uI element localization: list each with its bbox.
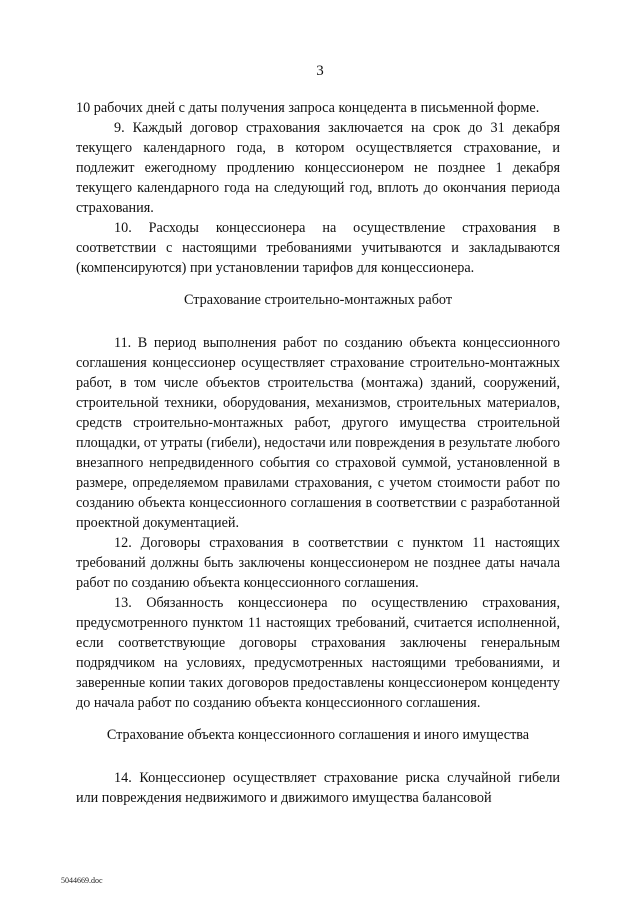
paragraph-13: 13. Обязанность концессионера по осуществлению страхования, предусмотренного пунктом 11 настоящих требований, считается исполненной, если соответствующие договоры страхования заключены генеральным подрядчиком на условиях, предусмотренных настоящими требованиями, и заверенные копии таких договоров предоставлены концессионером концеденту до начала работ по созданию объекта концессионного соглашения.: [76, 595, 560, 711]
document-body: [76, 98, 560, 808]
paragraph-12: 12. Договоры страхования в соответствии с пунктом 11 настоящих требований должны быть заключены концессионером не позднее даты начала работ по созданию объекта концессионного соглашения.: [76, 535, 560, 591]
paragraph-14: 14. Концессионер осуществляет страхование риска случайной гибели или повреждения недвижимого и движимого имущества балансовой: [76, 770, 560, 806]
paragraph-11: 11. В период выполнения работ по созданию объекта концессионного соглашения концессионер осуществляет страхование строительно-монтажных работ, в том числе объектов строительства (монтажа) зданий, сооружений, строительной техники, оборудования, механизмов, строительных материалов, средств строительно-монтажных работ, другого имущества строительной площадки, от утраты (гибели), недостачи или повреждения в результате любого внезапного непредвиденного события со страховой суммой, установленной в размере, определяемом правилами страхования, с учетом стоимости работ по созданию объекта концессионного соглашения в соответствии с разработанной проектной документацией.: [76, 335, 560, 531]
paragraph-9: 9. Каждый договор страхования заключается на срок до 31 декабря текущего календарного года, в котором осуществляется страхование, и подлежит ежегодному продлению концессионером не позднее 1 декабря текущего календарного года на следующий год, вплоть до окончания периода страхования.: [76, 120, 560, 216]
paragraph-continuation-10-days: 10 рабочих дней с даты получения запроса концедента в письменной форме.: [76, 100, 540, 116]
page-number: 3: [316, 63, 324, 79]
section-heading-property-insurance: Страхование объекта концессионного соглашения и иного имущества: [106, 727, 530, 743]
section-heading-construction-insurance: Страхование строительно-монтажных работ: [183, 292, 453, 308]
footer-file-code: 5044669.doc: [61, 876, 103, 885]
paragraph-10: 10. Расходы концессионера на осуществление страхования в соответствии с настоящими требованиями учитываются и закладываются (компенсируются) при установлении тарифов для концессионера.: [76, 220, 560, 276]
